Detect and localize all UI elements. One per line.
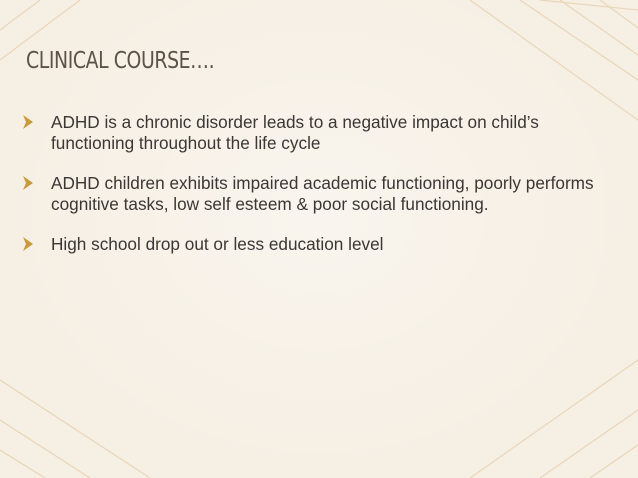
bullet-text: ADHD is a chronic disorder leads to a negative impact on child’s functioning throughout the life cycle — [51, 112, 539, 153]
arrowhead-bullet-icon — [22, 114, 34, 130]
slide-title: CLINICAL COURSE…. — [26, 48, 215, 74]
arrowhead-bullet-icon — [22, 236, 34, 252]
arrowhead-bullet-icon — [22, 175, 34, 191]
bullet-text: High school drop out or less education level — [51, 234, 384, 254]
bullet-list — [22, 112, 612, 274]
bullet-text: ADHD children exhibits impaired academic functioning, poorly performs cognitive tasks, low self esteem & poor social functioning. — [51, 173, 594, 214]
bullet-item — [22, 234, 612, 255]
bullet-item — [22, 112, 612, 154]
bullet-item — [22, 173, 612, 215]
